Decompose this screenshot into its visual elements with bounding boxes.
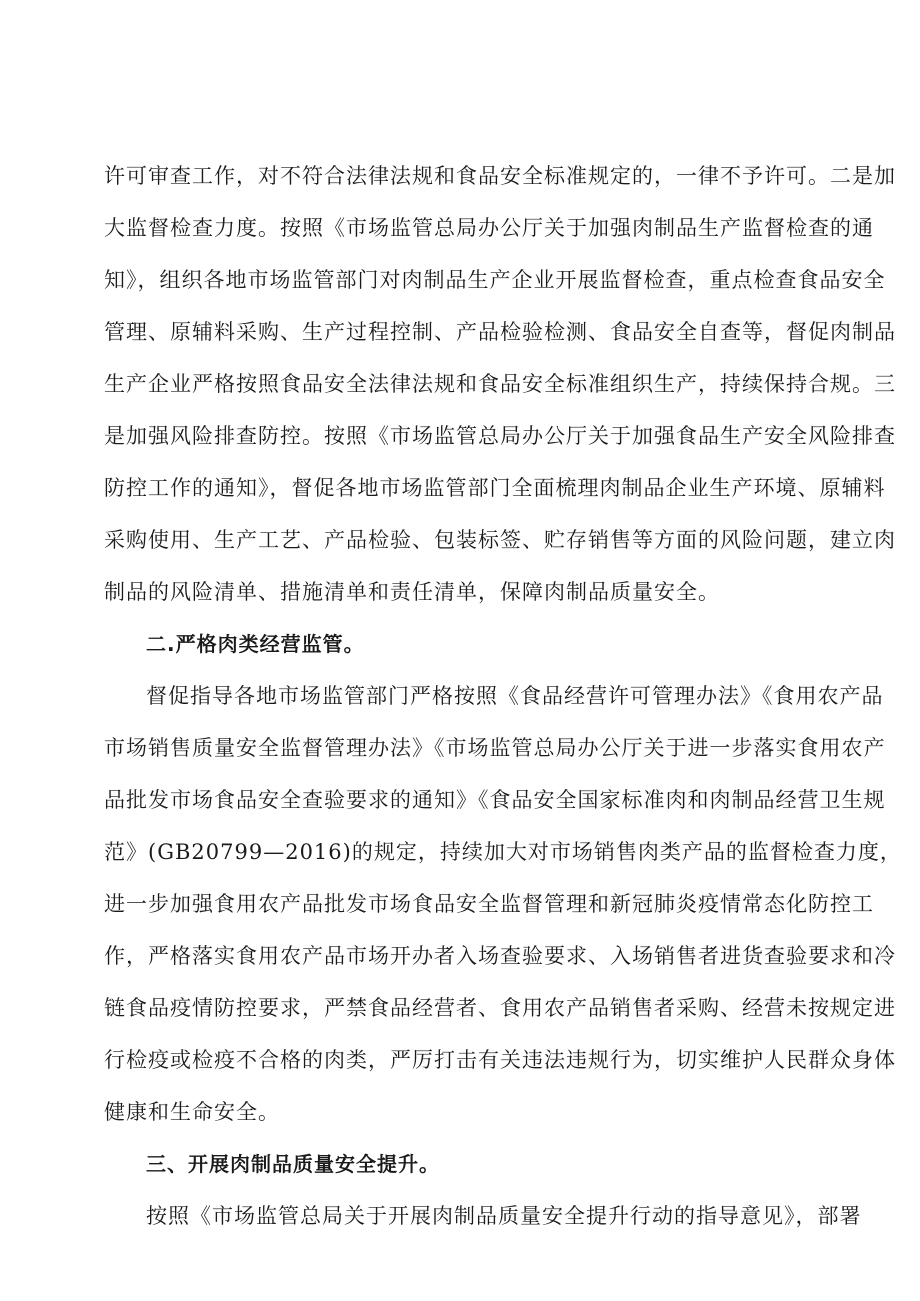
- section-2-line: 品批发市场食品安全查验要求的通知》《食品安全国家标准肉和肉制品经营卫生规: [104, 788, 886, 812]
- paragraph-1-line: 采购使用、生产工艺、产品检验、包装标签、贮存销售等方面的风险问题，建立肉: [104, 528, 896, 552]
- paragraph-1-line: 许可审查工作，对不符合法律法规和食品安全标准规定的，一律不予许可。二是加: [104, 164, 896, 188]
- section-3-line: 按照《市场监管总局关于开展肉制品质量安全提升行动的指导意见》，部署: [146, 1204, 862, 1228]
- section-2-line: 健康和生命安全。: [104, 1100, 280, 1124]
- paragraph-1-line: 知》，组织各地市场监管部门对肉制品生产企业开展监督检查，重点检查食品安全: [104, 268, 886, 292]
- section-2-line: 范》(GB20799—2016)的规定，持续加大对市场销售肉类产品的监督检查力度，: [104, 840, 902, 864]
- section-2-line: 作，严格落实食用农产品市场开办者入场查验要求、入场销售者进货查验要求和冷: [104, 944, 896, 968]
- paragraph-1-line: 是加强风险排查防控。按照《市场监管总局办公厅关于加强食品生产安全风险排查: [104, 424, 896, 448]
- section-2-line: 督促指导各地市场监管部门严格按照《食品经营许可管理办法》《食用农产品: [146, 684, 884, 708]
- section-2-line: 进一步加强食用农产品批发市场食品安全监督管理和新冠肺炎疫情常态化防控工: [104, 892, 874, 916]
- section-3-heading: 三、开展肉制品质量安全提升。: [146, 1152, 440, 1176]
- paragraph-1-line: 制品的风险清单、措施清单和责任清单，保障肉制品质量安全。: [104, 580, 720, 604]
- section-2-line: 链食品疫情防控要求，严禁食品经营者、食用农产品销售者采购、经营未按规定进: [104, 996, 896, 1020]
- section-2-line: 行检疫或检疫不合格的肉类，严厉打击有关违法违规行为，切实维护人民群众身体: [104, 1048, 896, 1072]
- paragraph-1-line: 生产企业严格按照食品安全法律法规和食品安全标准组织生产，持续保持合规。三: [104, 372, 896, 396]
- paragraph-1-line: 防控工作的通知》，督促各地市场监管部门全面梳理肉制品企业生产环境、原辅料: [104, 476, 886, 500]
- paragraph-1-line: 管理、原辅料采购、生产过程控制、产品检验检测、食品安全自查等，督促肉制品: [104, 320, 896, 344]
- section-2-line: 市场销售质量安全监督管理办法》《市场监管总局办公厅关于进一步落实食用农产: [104, 736, 886, 760]
- paragraph-1-line: 大监督检查力度。按照《市场监管总局办公厅关于加强肉制品生产监督检查的通: [104, 216, 874, 240]
- section-2-heading: 二.严格肉类经营监管。: [146, 632, 365, 656]
